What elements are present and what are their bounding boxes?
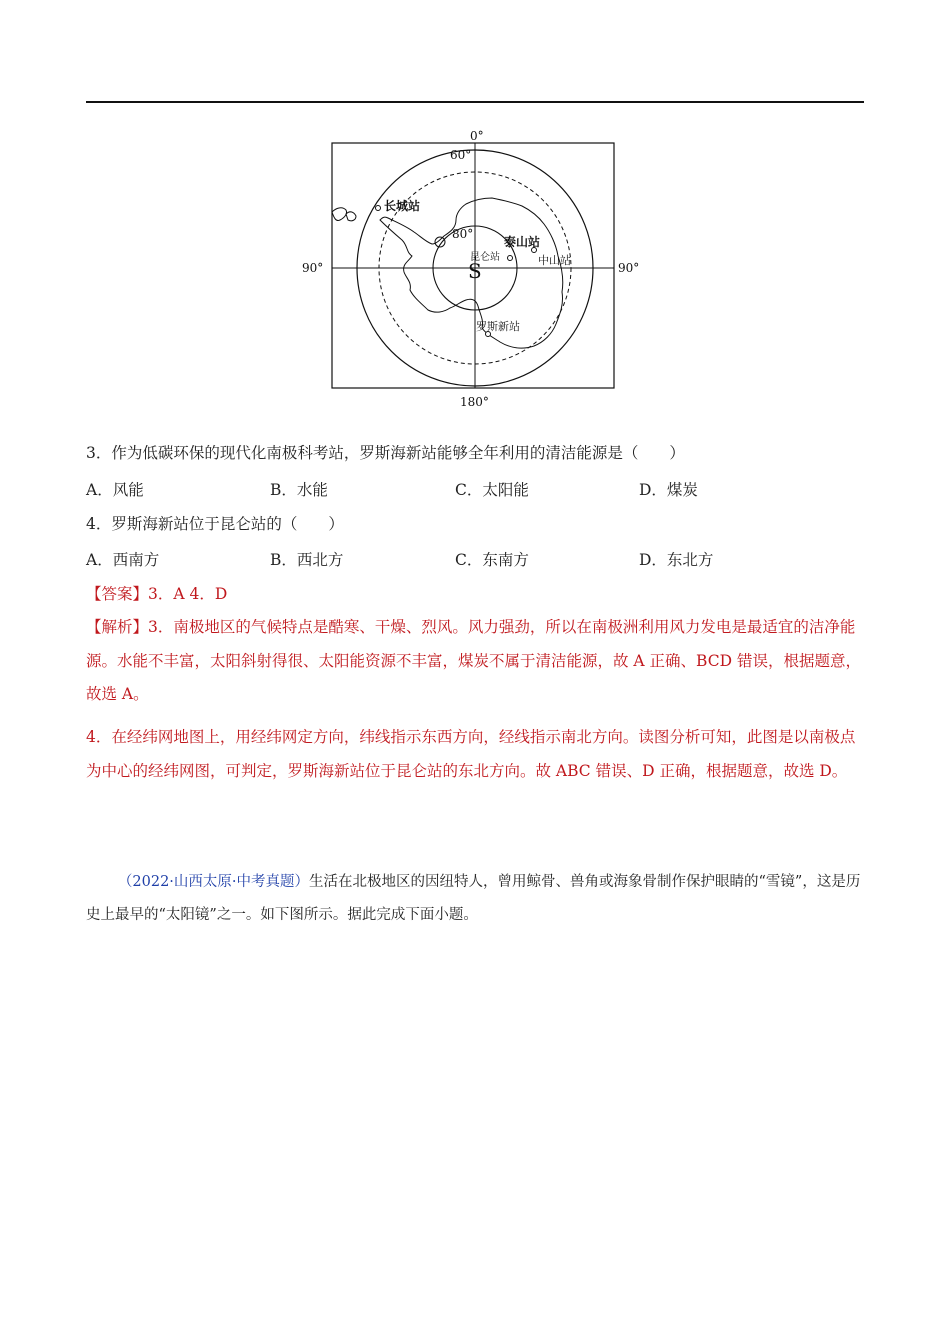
q4-option-d[interactable]: D．东北方 xyxy=(639,551,714,569)
q4-option-a[interactable]: A．西南方 xyxy=(86,551,160,569)
answer-line xyxy=(86,582,227,604)
analysis-tag: 【解析】 xyxy=(86,618,149,636)
q4-option-c[interactable]: C．东南方 xyxy=(455,551,529,569)
marker-changcheng xyxy=(376,206,381,211)
label-taishan: 泰山站 xyxy=(504,235,541,249)
answer-tag: 【答案】 xyxy=(86,585,149,603)
q3-option-c[interactable]: C．太阳能 xyxy=(455,481,529,499)
marker-kunlun xyxy=(508,256,513,261)
intro-text: 生活在北极地区的因纽特人，曾用鲸骨、兽角或海象骨制作保护眼睛的“雪镜”，这是历史上最早的“太阳镜”之一。如下图所示。据此完成下面小题。 xyxy=(86,874,861,923)
label-0: 0° xyxy=(470,129,484,143)
analysis-p1-first: 3．南极地区的气候特点是酷寒、干燥、烈风。风力强劲，所以在南极洲利用风力发电是最适宜 xyxy=(148,618,794,636)
q4-option-b[interactable]: B．西北方 xyxy=(270,551,344,569)
island-outline xyxy=(346,212,356,221)
peninsula-outline xyxy=(332,208,347,221)
label-90-right: 90° xyxy=(618,261,640,275)
antarctica-map xyxy=(290,128,660,418)
analysis-paragraph-1 xyxy=(86,611,866,712)
label-60: 60° xyxy=(450,148,472,162)
question-3-stem: 3．作为低碳环保的现代化南极科考站，罗斯海新站能够全年利用的清洁能源是（ ） xyxy=(86,444,685,462)
label-90-left: 90° xyxy=(302,261,324,275)
label-zhongshan: 中山站 xyxy=(538,254,571,267)
analysis-p1-rest: 的洁净能源。水能不丰富，太阳斜射得很、太阳能资源不丰富，煤炭不属于清洁能源，故 A 正确、BCD 错误，根据题意，故选 A。 xyxy=(86,618,861,703)
q3-option-b[interactable]: B．水能 xyxy=(270,481,328,499)
intro-source: （2022·山西太原·中考真题） xyxy=(117,874,310,890)
q3-option-d[interactable]: D．煤炭 xyxy=(639,481,698,499)
q3-option-a[interactable]: A．风能 xyxy=(86,481,144,499)
label-pole: S xyxy=(468,259,482,283)
intro-paragraph xyxy=(86,866,866,932)
header-rule xyxy=(86,101,864,103)
label-changcheng: 长城站 xyxy=(384,199,421,213)
label-80: 80° xyxy=(452,227,474,241)
question-4-stem: 4．罗斯海新站位于昆仑站的（ ） xyxy=(86,515,344,533)
label-180: 180° xyxy=(460,395,489,409)
label-kunlun: 昆仑站 xyxy=(470,252,500,263)
answer-text: 3．A 4．D xyxy=(148,585,228,603)
analysis-paragraph-2: 4．在经纬网地图上，用经纬网定方向，纬线指示东西方向，经线指示南北方向。读图分析可知，此图是以南极点为中心的经纬网图，可判定，罗斯海新站位于昆仑站的东北方向。故 ABC 错误、D 正确，根据题意，故选 D。 xyxy=(86,728,856,780)
label-luosi: 罗斯新站 xyxy=(476,320,520,333)
